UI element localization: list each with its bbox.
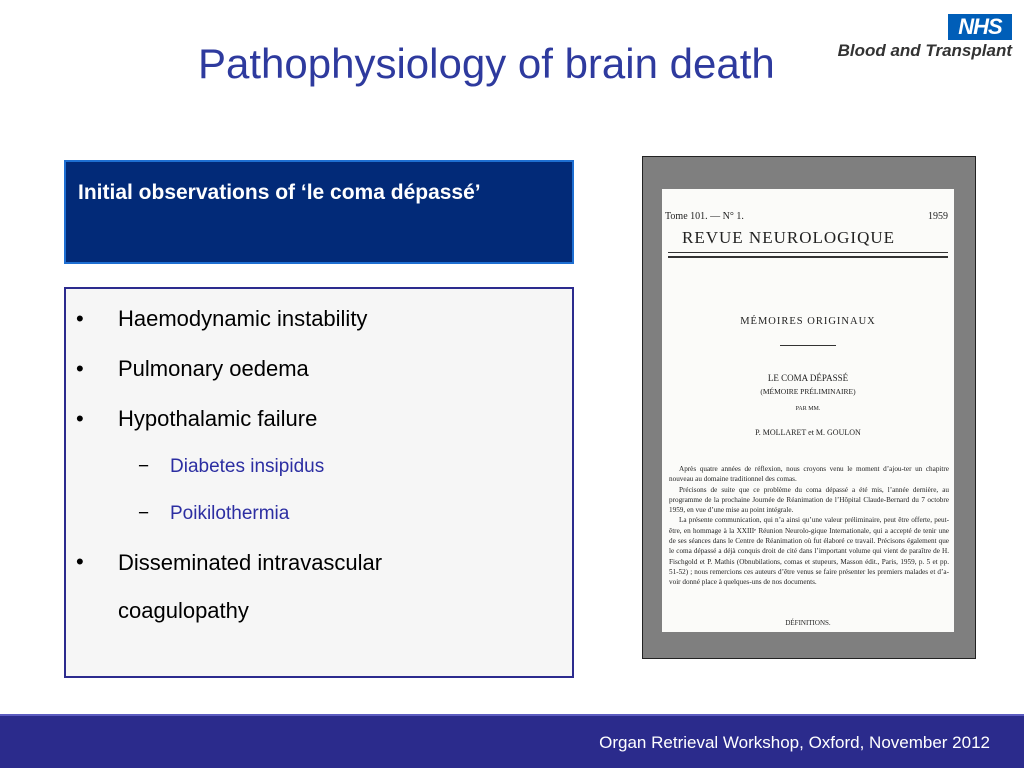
list-item-text: Haemodynamic instability [118,306,368,331]
journal-year: 1959 [928,211,948,222]
bullet-glyph: • [76,356,84,381]
nhs-blood-and-transplant-logo [820,12,1020,64]
journal-page [662,189,954,632]
definitions-heading: DÉFINITIONS. [785,619,831,627]
footer-text: Organ Retrieval Workshop, Oxford, November 2012 [599,733,990,752]
article-body [669,464,949,588]
list-item-text: Disseminated intravascular coagulopathy [118,550,383,623]
dash-glyph: − [138,503,150,524]
article-paragraph: Précisons de suite que ce problème du coma dépassé a été mis, l’année dernière, au programme de la prochaine Journée de Réanimation de l’Hôpital Claude-Bernard du 7 octobre 1959, en vue d’une mise au point intégrale. [669,485,949,515]
heading-text: Initial observations of ‘le coma dépassé’ [78,181,481,204]
journal-title: REVUE NEUROLOGIQUE [682,228,896,247]
authors: P. MOLLARET et M. GOULON [755,428,861,437]
article-subtitle: (MÉMOIRE PRÉLIMINAIRE) [760,387,856,396]
slide-title: Pathophysiology of brain death [198,40,775,87]
bullet-glyph: • [76,306,84,331]
heading-box [64,160,574,264]
section-heading: MÉMOIRES ORIGINAUX [740,316,876,327]
article-paragraph: Après quatre années de réflexion, nous croyons venu le moment d’ajou-ter un chapitre nouveau au domaine traditionnel des comas. [669,465,949,484]
list-item-text: Hypothalamic failure [118,406,318,431]
logo-org-name: Blood and Transplant [837,41,1012,60]
authors-prefix: PAR MM. [795,406,821,412]
rule [668,252,948,253]
rule [780,345,836,346]
sub-list-item-text: Diabetes insipidus [170,456,325,477]
observations-list [64,287,574,678]
article-paragraph: La présente communication, qui n’a ainsi qu’une valeur préliminaire, peut être offerte, peut-être, en hommage à la XXIIIᵉ Réunion Neurolo-gique Internationale, qui a accepté de tenir une de ses séances dans le Centre de Réanimation où fut élaboré ce travail. Précisons également que le coma dépassé a déjà conquis droit de cité dans l’important volume qui vient de paraître de H. Fischgold et P. Mathis (Obnubilations, comas et stupeurs, Masson édit., Paris, 1959, p. 5 et pp. 51-52) ; nous remercions ces auteurs d’être venus se faire présenter les premiers malades et d’a-voir donné place à quelques-uns de nos documents. [669,516,949,587]
nhs-logo-mark: NHS [948,14,1012,40]
footer-bar [0,714,1024,768]
article-title: LE COMA DÉPASSÉ [767,373,849,383]
bullet-glyph: • [76,406,84,431]
rule [668,256,948,258]
bullet-glyph: • [76,549,84,574]
list-item-text: Pulmonary oedema [118,356,309,381]
sub-list-item-text: Poikilothermia [170,503,290,524]
journal-image-frame [642,156,976,659]
dash-glyph: − [138,456,150,477]
journal-issue: Tome 101. — N° 1. [665,211,744,222]
